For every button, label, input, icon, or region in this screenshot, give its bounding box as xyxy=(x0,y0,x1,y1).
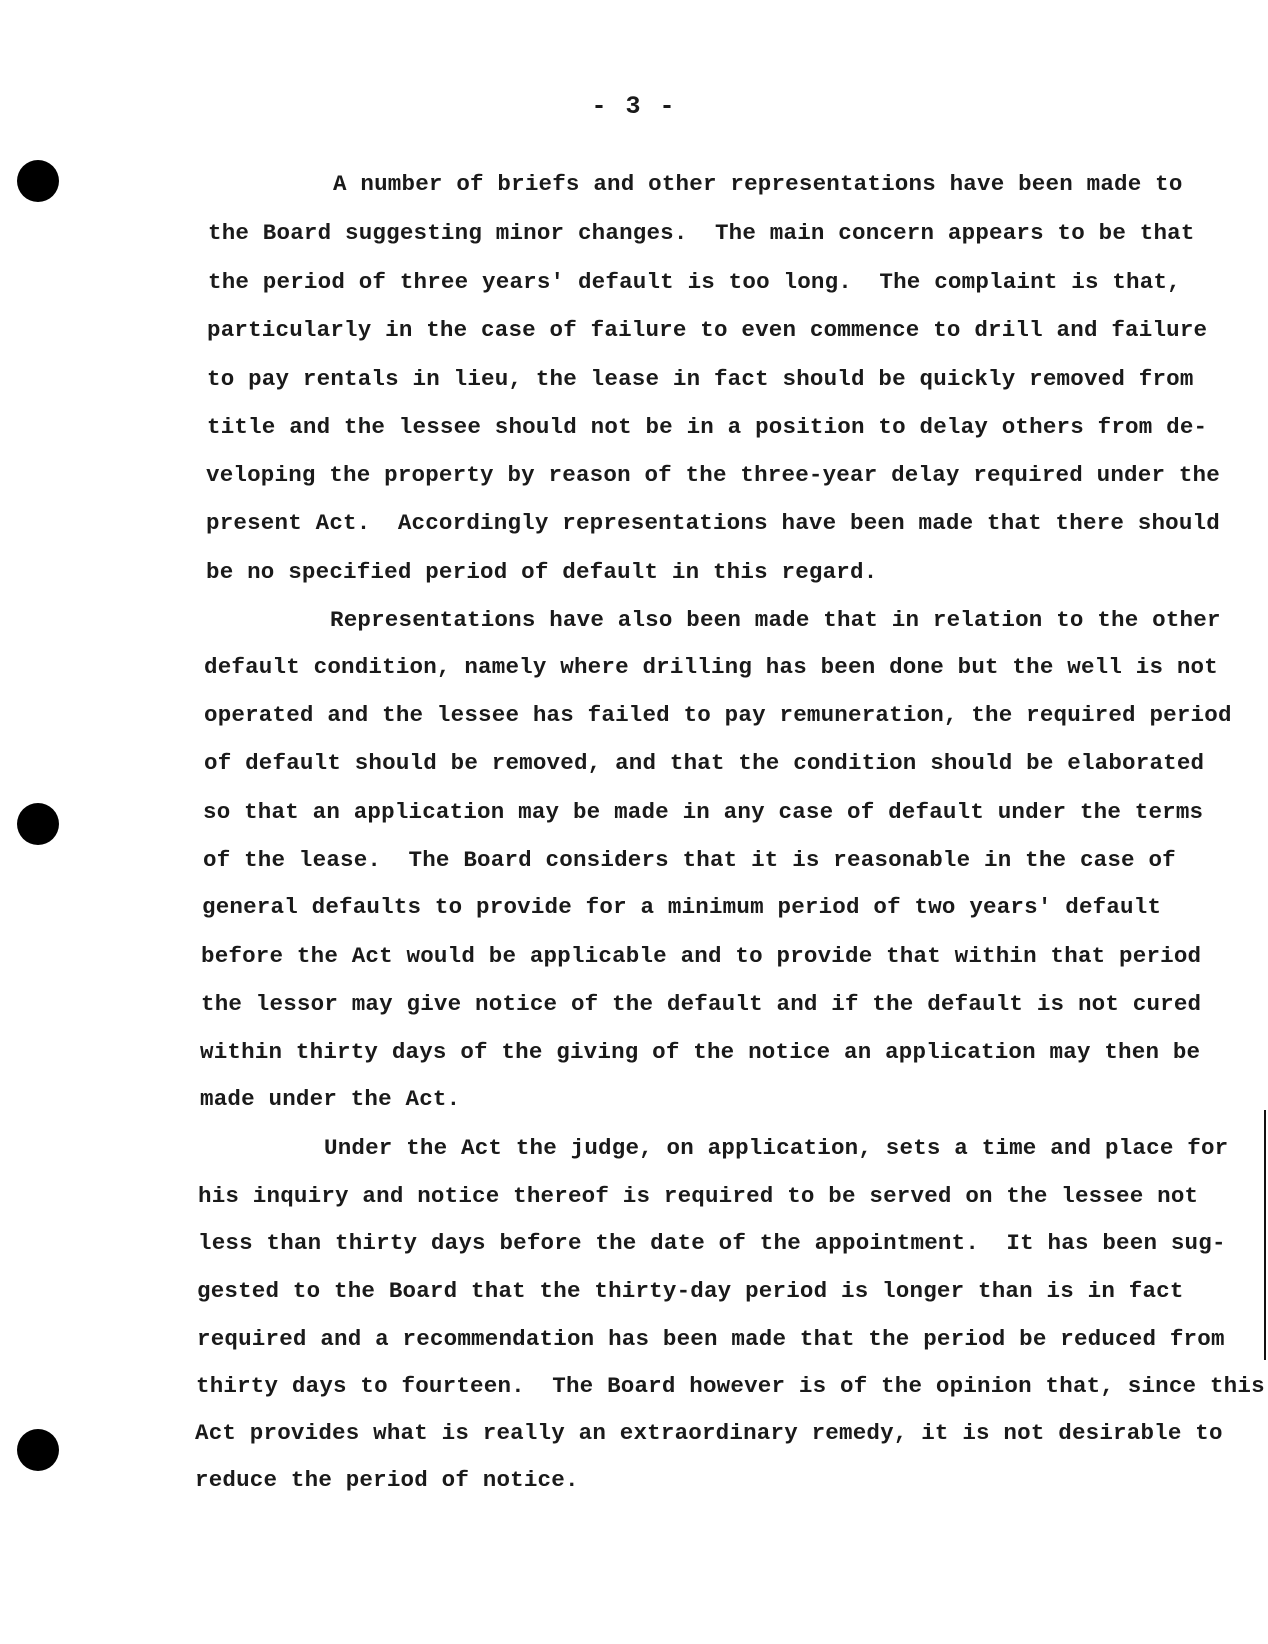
paragraph-3-line: reduce the period of notice. xyxy=(195,1467,579,1493)
page-number: - 3 - xyxy=(591,92,677,121)
paragraph-1-line: to pay rentals in lieu, the lease in fact should be quickly removed from xyxy=(207,366,1194,392)
paragraph-1-line: particularly in the case of failure to even commence to drill and failure xyxy=(207,317,1208,343)
paragraph-2-line: made under the Act. xyxy=(200,1086,461,1112)
scan-edge-mark xyxy=(1264,1110,1266,1360)
paragraph-3-line: required and a recommendation has been made that the period be reduced from xyxy=(197,1326,1225,1352)
paragraph-3-line: thirty days to fourteen. The Board however is of the opinion that, since this xyxy=(196,1373,1265,1399)
paragraph-2-line: default condition, namely where drilling has been done but the well is not xyxy=(204,654,1218,680)
paragraph-2-line: before the Act would be applicable and to provide that within that period xyxy=(201,943,1202,969)
paragraph-2-line: the lessor may give notice of the default and if the default is not cured xyxy=(201,991,1202,1017)
paragraph-1-line: veloping the property by reason of the three-year delay required under the xyxy=(206,462,1220,488)
paragraph-1-line: A number of briefs and other representations have been made to xyxy=(333,171,1183,197)
paragraph-2-line: general defaults to provide for a minimum period of two years' default xyxy=(202,894,1162,920)
paragraph-1-line: present Act. Accordingly representations have been made that there should xyxy=(206,510,1220,536)
paragraph-2-line: operated and the lessee has failed to pay remuneration, the required period xyxy=(204,702,1232,728)
paragraph-1-line: title and the lessee should not be in a position to delay others from de- xyxy=(207,414,1208,440)
punch-hole-middle xyxy=(17,803,59,845)
paragraph-3-line: his inquiry and notice thereof is required to be served on the lessee not xyxy=(198,1183,1199,1209)
paragraph-2-line: of the lease. The Board considers that it is reasonable in the case of xyxy=(203,847,1176,873)
paragraph-2-line: within thirty days of the giving of the notice an application may then be xyxy=(200,1039,1201,1065)
paragraph-3-line: Act provides what is really an extraordinary remedy, it is not desirable to xyxy=(195,1420,1223,1446)
paragraph-3-line: less than thirty days before the date of the appointment. It has been sug- xyxy=(198,1230,1226,1256)
paragraph-1-line: be no specified period of default in this regard. xyxy=(206,559,878,585)
punch-hole-top xyxy=(17,160,59,202)
paragraph-1-line: the period of three years' default is too long. The complaint is that, xyxy=(208,269,1181,295)
paragraph-3-line: gested to the Board that the thirty-day period is longer than is in fact xyxy=(197,1278,1184,1304)
paragraph-1-line: the Board suggesting minor changes. The main concern appears to be that xyxy=(208,220,1195,246)
paragraph-2-line: Representations have also been made that in relation to the other xyxy=(330,607,1221,633)
paragraph-2-line: of default should be removed, and that the condition should be elaborated xyxy=(204,750,1205,776)
paragraph-3-line: Under the Act the judge, on application, sets a time and place for xyxy=(324,1135,1229,1161)
punch-hole-bottom xyxy=(17,1429,59,1471)
paragraph-2-line: so that an application may be made in any case of default under the terms xyxy=(203,799,1204,825)
